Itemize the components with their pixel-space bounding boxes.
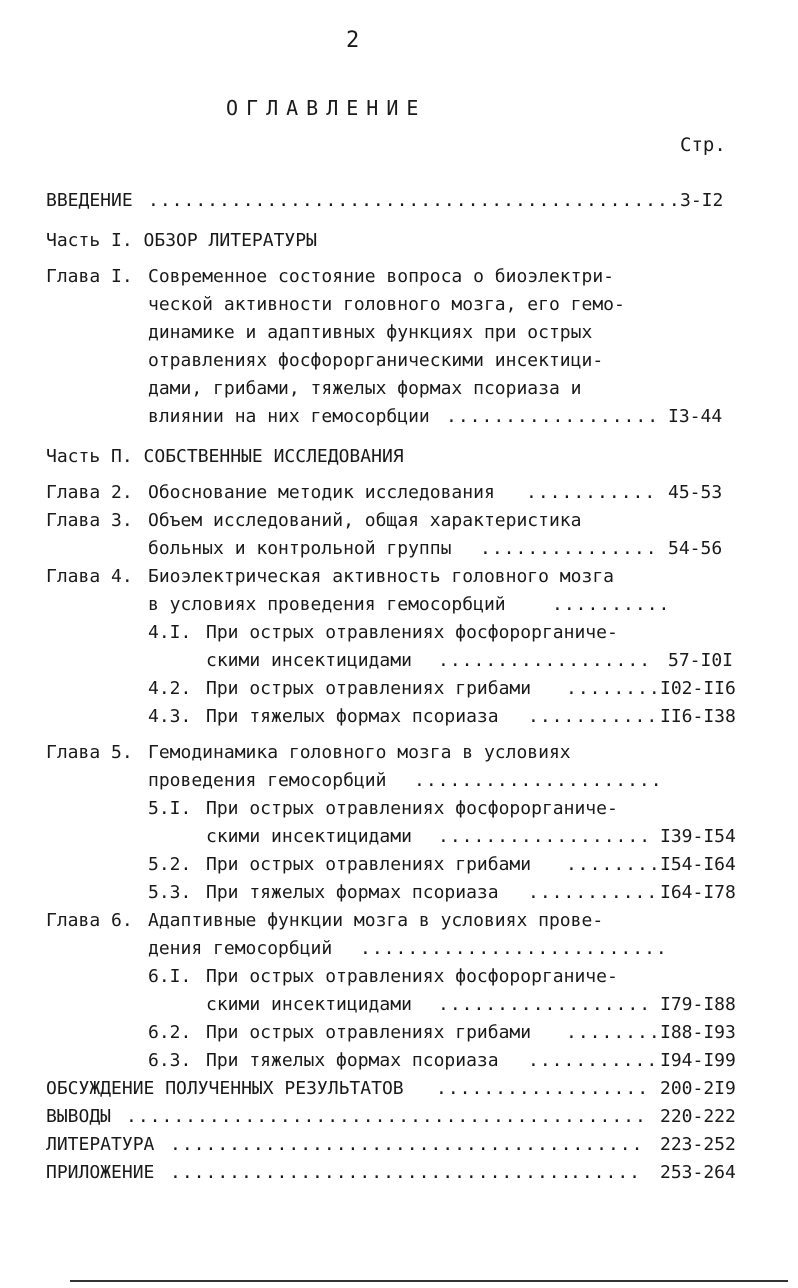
- chapter-title: Биоэлектрическая активность головного мозга: [148, 566, 614, 587]
- leader-dots: ...............: [480, 538, 658, 559]
- subsection-number: 4.3.: [148, 706, 192, 727]
- toc-entry-literature: [46, 1134, 746, 1156]
- subsection-number: 5.I.: [148, 798, 192, 819]
- chapter-label: Глава I.: [46, 266, 133, 287]
- leader-dots: ..................................: [170, 1162, 573, 1183]
- leader-dots: ........................................: [170, 1134, 644, 1155]
- toc-entry-page: 223-252: [660, 1134, 736, 1155]
- leader-dots: ..........: [552, 594, 671, 615]
- toc-line: [206, 994, 746, 1016]
- line-text: проведения гемосорбций: [148, 770, 387, 791]
- leader-dots: ...........: [528, 882, 659, 903]
- toc-subsection: [148, 882, 748, 904]
- subsection-title: При острых отравлениях грибами: [206, 678, 532, 699]
- subsection-title: При тяжелых формах псориаза: [206, 882, 499, 903]
- chapter-title: Адаптивные функции мозга в условиях прове-: [148, 910, 604, 931]
- toc-entry-text: ВВЕДЕНИЕ: [46, 190, 133, 211]
- toc-entry-page: 3-I2: [680, 190, 724, 211]
- line-text: отравлениях фосфорорганическими инсектици-: [148, 350, 604, 371]
- subsection-title: При тяжелых формах псориаза: [206, 706, 499, 727]
- toc-entry-page: I02-II6: [660, 678, 736, 699]
- part-heading-text: Часть I. ОБЗОР ЛИТЕРАТУРЫ: [46, 230, 317, 251]
- toc-entry-page: I64-I78: [660, 882, 736, 903]
- line-text: скими инсектицидами: [206, 994, 412, 1015]
- subsection-number: 6.3.: [148, 1050, 192, 1071]
- leader-dots: ..................: [446, 406, 660, 427]
- subsection-number: 6.2.: [148, 1022, 192, 1043]
- line-text: больных и контрольной группы: [148, 538, 452, 559]
- toc-line: [148, 770, 748, 792]
- page-title: ОГЛАВЛЕНИЕ: [226, 96, 427, 120]
- toc-entry-page: 54-56: [668, 538, 723, 559]
- leader-dots: ..................: [436, 1078, 650, 1099]
- leader-dots: ........: [566, 678, 661, 699]
- toc-entry-page: 57-I0I: [668, 650, 734, 671]
- subsection-title: При острых отравлениях фосфорорганиче-: [206, 622, 618, 643]
- leader-dots: ...........: [526, 482, 657, 503]
- subsection-number: 4.I.: [148, 622, 192, 643]
- chapter-title: Объем исследований, общая характеристика: [148, 510, 582, 531]
- toc-entry-text: ЛИТЕРАТУРА: [46, 1134, 155, 1155]
- line-text: динамике и адаптивных функциях при острых: [148, 322, 593, 343]
- leader-dots: ........: [566, 854, 661, 875]
- leader-dots: ...........: [528, 706, 659, 727]
- chapter-label: Глава 2.: [46, 482, 133, 503]
- toc-entry-conclusions: [46, 1106, 746, 1128]
- toc-entry-page: 220-222: [660, 1106, 736, 1127]
- chapter-label: Глава 5.: [46, 742, 133, 763]
- subsection-title: При острых отравлениях фосфорорганиче-: [206, 798, 618, 819]
- toc-entry-page: I88-I93: [660, 1022, 736, 1043]
- line-text: скими инсектицидами: [206, 826, 412, 847]
- subsection-number: 5.3.: [148, 882, 192, 903]
- toc-subsection: [148, 678, 748, 700]
- subsection-title: При тяжелых формах псориаза: [206, 1050, 499, 1071]
- subsection-number: 4.2.: [148, 678, 192, 699]
- line-text: Современное состояние вопроса о биоэлектри-: [148, 266, 614, 287]
- leader-dots: ..................: [438, 650, 652, 671]
- toc-subsection: [148, 706, 748, 728]
- toc-entry-page: I94-I99: [660, 1050, 736, 1071]
- part-heading-text: Часть П. СОБСТВЕННЫЕ ИССЛЕДОВАНИЯ: [46, 446, 404, 467]
- leader-dots: ...........: [528, 1050, 659, 1071]
- subsection-title: При острых отравлениях грибами: [206, 1022, 532, 1043]
- toc-entry-page: I79-I88: [660, 994, 736, 1015]
- toc-entry-page: 200-2I9: [660, 1078, 736, 1099]
- line-text: ческой активности головного мозга, его гемо-: [148, 294, 625, 315]
- chapter-label: Глава 6.: [46, 910, 133, 931]
- toc-line: [148, 938, 748, 960]
- toc-line: [148, 406, 748, 428]
- chapter-label: Глава 3.: [46, 510, 133, 531]
- subsection-title: При острых отравлениях фосфорорганиче-: [206, 966, 618, 987]
- toc-entry-intro: [46, 190, 746, 212]
- toc-entry-text: ОБСУЖДЕНИЕ ПОЛУЧЕННЫХ РЕЗУЛЬТАТОВ: [46, 1078, 404, 1099]
- leader-dots: ..........................: [360, 938, 668, 959]
- toc-line: [148, 538, 748, 560]
- toc-entry-appendix: [46, 1162, 746, 1184]
- subsection-number: 5.2.: [148, 854, 192, 875]
- leader-dots: ..................: [438, 994, 652, 1015]
- chapter-title: Обоснование методик исследования: [148, 482, 495, 503]
- toc-chapter: [46, 482, 746, 504]
- chapter-label: Глава 4.: [46, 566, 133, 587]
- leader-dots: ........: [566, 1022, 661, 1043]
- toc-subsection: [148, 1022, 748, 1044]
- toc-line: [148, 594, 748, 616]
- toc-entry-text: ПРИЛОЖЕНИЕ: [46, 1162, 155, 1183]
- toc-entry-discussion: [46, 1078, 746, 1100]
- toc-entry-text: ВЫВОДЫ: [46, 1106, 112, 1127]
- line-text: дения гемосорбций: [148, 938, 333, 959]
- leader-dots: .............................................: [148, 190, 681, 211]
- leader-dots: ............................................: [126, 1106, 647, 1127]
- toc-entry-page: II6-I38: [660, 706, 736, 727]
- toc-entry-page: 253-264: [660, 1162, 736, 1183]
- page-number: 2: [346, 28, 360, 53]
- toc-entry-page: I54-I64: [660, 854, 736, 875]
- page-bottom-rule: [70, 1280, 788, 1282]
- leader-dots: .....................: [414, 770, 663, 791]
- chapter-title: Гемодинамика головного мозга в условиях: [148, 742, 571, 763]
- toc-subsection: [148, 854, 748, 876]
- toc-line: [206, 826, 746, 848]
- toc-subsection: [148, 1050, 748, 1072]
- line-text: скими инсектицидами: [206, 650, 412, 671]
- toc-entry-page: I3-44: [668, 406, 723, 427]
- toc-entry-page: 45-53: [668, 482, 723, 503]
- line-text: влиянии на них гемосорбции: [148, 406, 430, 427]
- line-text: в условиях проведения гемосорбций: [148, 594, 506, 615]
- subsection-number: 6.I.: [148, 966, 192, 987]
- leader-dots: ......: [570, 1162, 642, 1183]
- toc-line: [206, 650, 746, 672]
- leader-dots: ..................: [438, 826, 652, 847]
- page-column-label: Стр.: [680, 134, 726, 156]
- subsection-title: При острых отравлениях грибами: [206, 854, 532, 875]
- toc-entry-page: I39-I54: [660, 826, 736, 847]
- line-text: дами, грибами, тяжелых формах псориаза и: [148, 378, 582, 399]
